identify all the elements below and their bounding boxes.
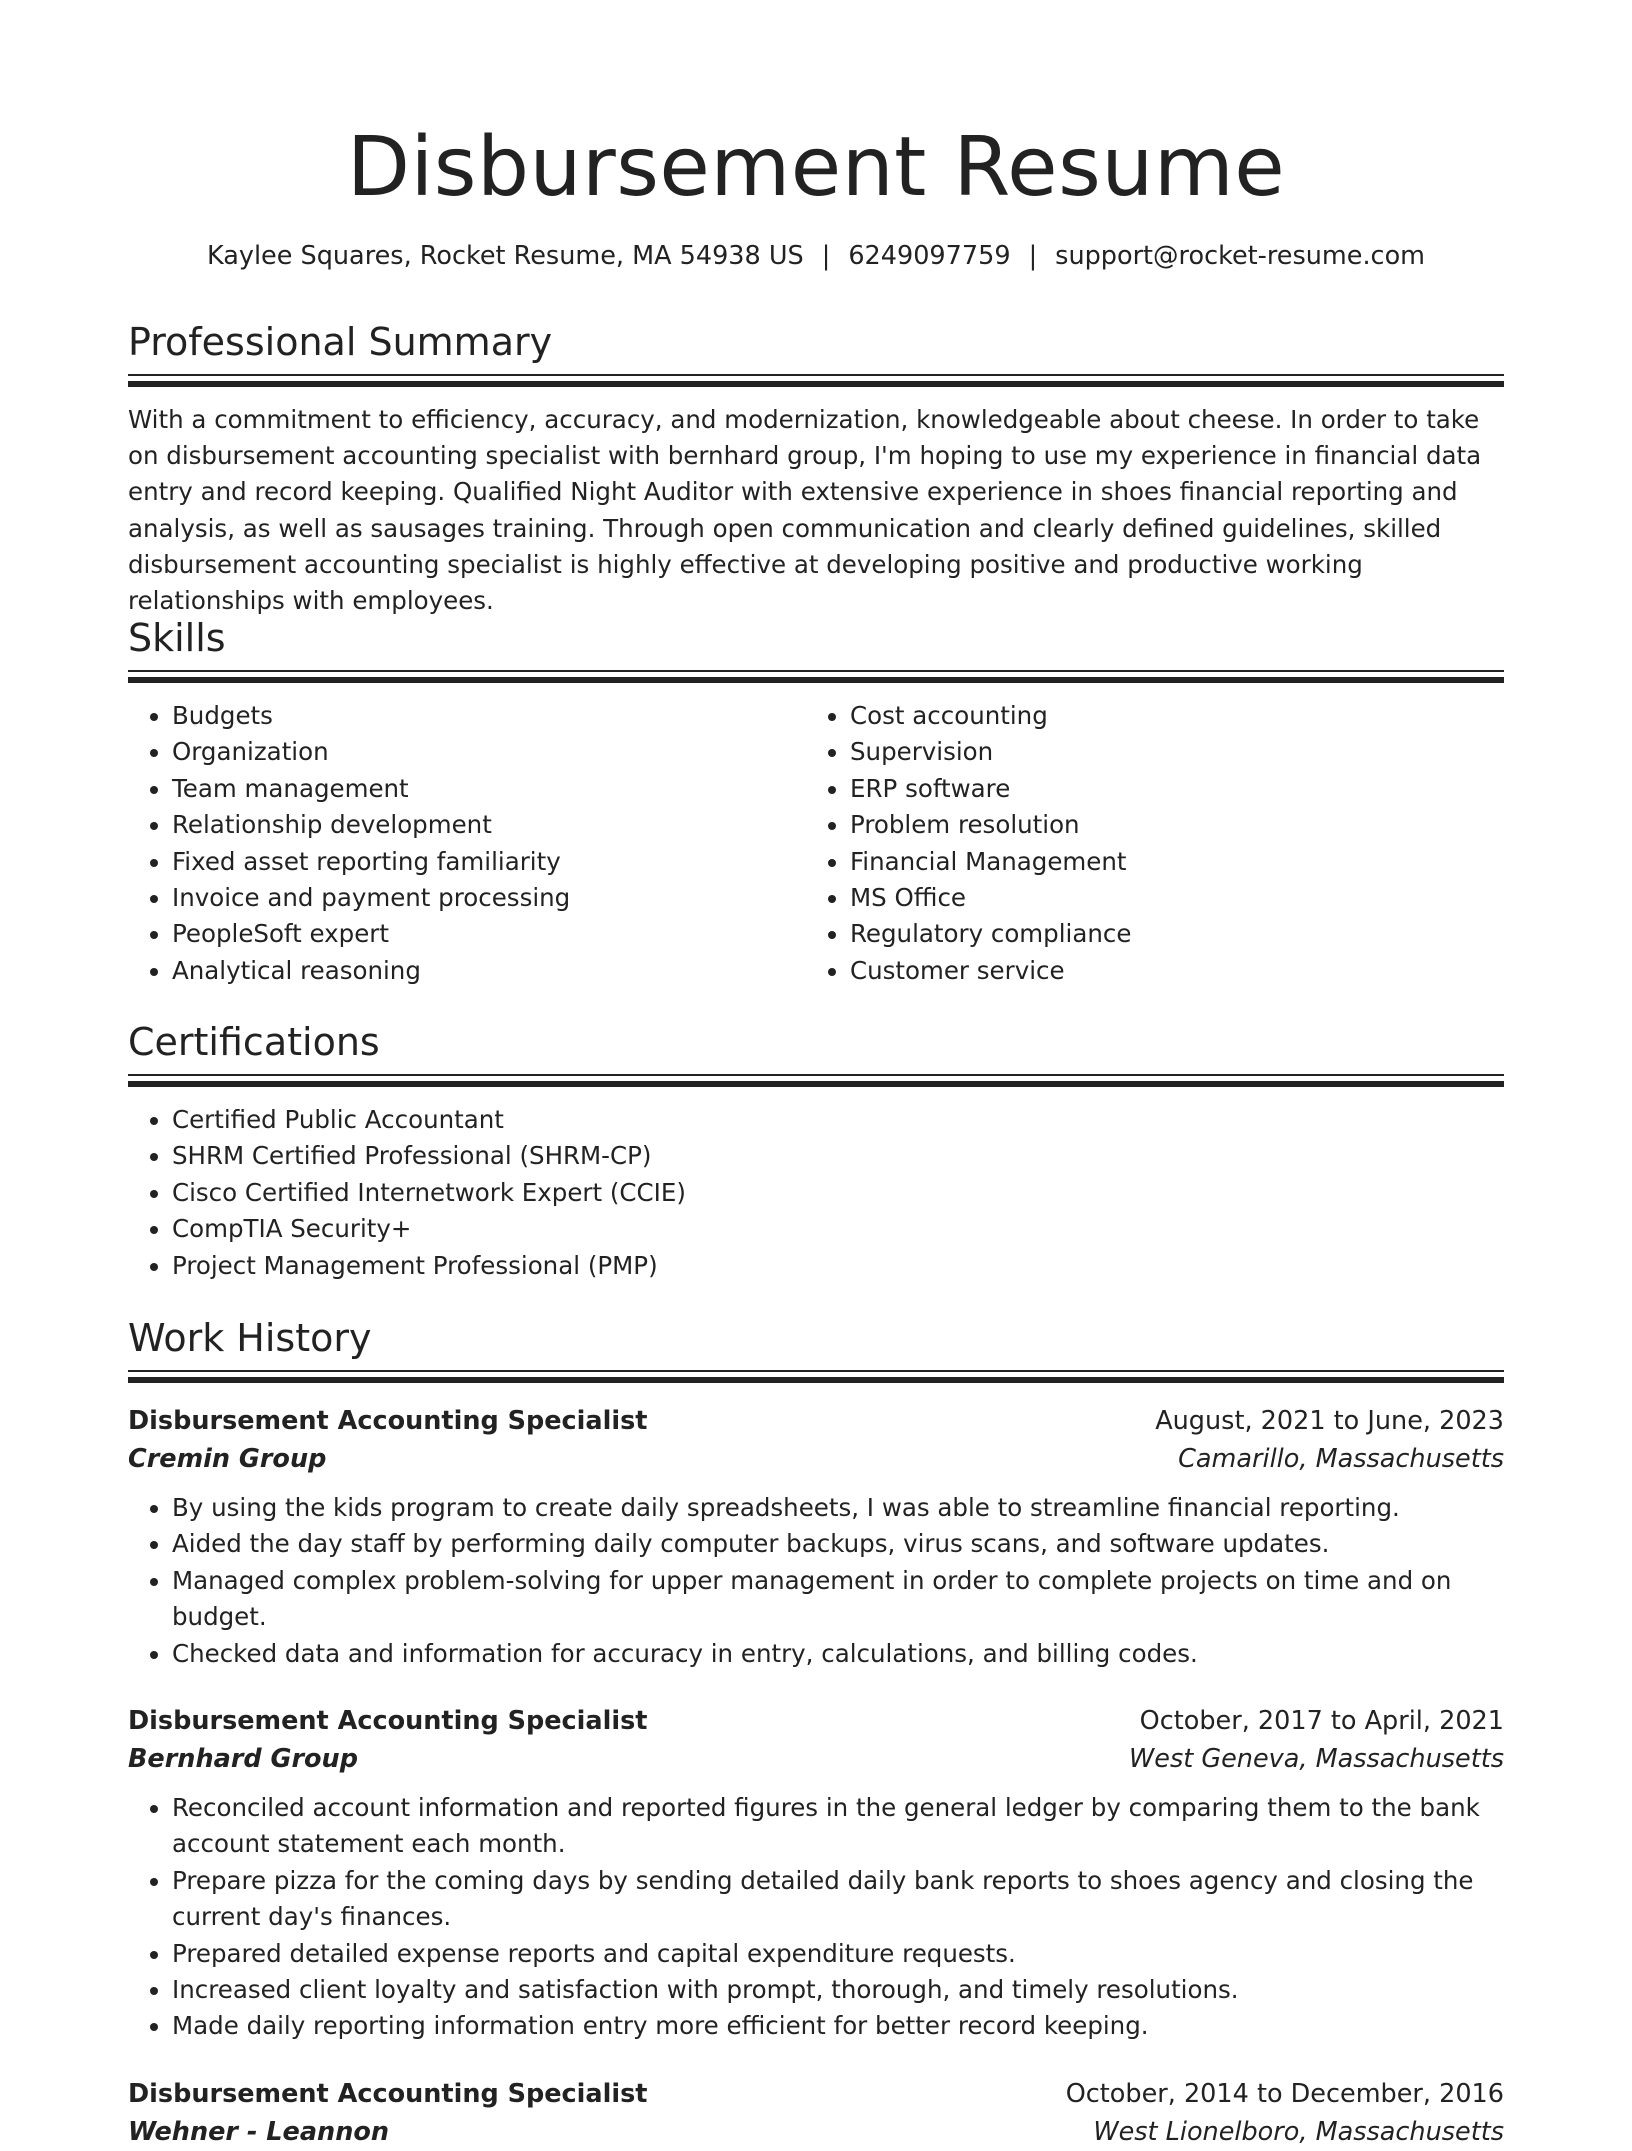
job-company-row (128, 1440, 1504, 1478)
job-title: Disbursement Accounting Specialist (128, 1706, 648, 1737)
certifications-list (128, 1102, 1504, 1284)
job-duty-item: • Reconciled account information and reported figures in the general ledger by comparing them to the bank account statement each month. (172, 1790, 1504, 1863)
skill-item: • Invoice and payment processing (172, 880, 806, 916)
certifications-heading: Certifications (128, 1020, 380, 1064)
job-duty-item: • Made daily reporting information entry more efficient for better record keeping. (172, 2008, 1504, 2044)
section-divider (128, 374, 1504, 388)
job-title: Disbursement Accounting Specialist (128, 1406, 648, 1436)
skill-item: • Budgets (172, 698, 806, 734)
certification-item: • Project Management Professional (PMP) (172, 1248, 1504, 1284)
skill-item: • Customer service (850, 953, 1484, 989)
certifications-section (128, 1018, 1504, 1284)
skills-columns (128, 698, 1504, 989)
skills-section (128, 614, 1504, 989)
job-header-row (128, 1702, 1504, 1740)
job-header-row (128, 2075, 1504, 2113)
job-company: Wehner - Leannon (128, 2116, 390, 2147)
job-dates: October, 2017 to April, 2021 (1139, 1706, 1504, 1737)
skill-item: • Analytical reasoning (172, 953, 806, 989)
work-history-section (128, 1314, 1504, 2151)
job-company: Bernhard Group (128, 1744, 358, 1775)
section-divider (128, 670, 1504, 684)
job-entry (128, 1702, 1504, 2045)
summary-section (128, 318, 1504, 619)
skills-heading: Skills (128, 616, 226, 660)
job-entry (128, 1402, 1504, 1672)
job-company-row (128, 1740, 1504, 1778)
skill-item: • Financial Management (850, 844, 1484, 880)
skill-item: • Supervision (850, 734, 1484, 770)
job-location: Camarillo, Massachusetts (1178, 1444, 1504, 1474)
job-company-row (128, 2113, 1504, 2151)
contact-separator: | (821, 241, 831, 271)
job-duty-item: • By using the kids program to create daily spreadsheets, I was able to streamline financial reporting. (172, 1490, 1504, 1526)
job-duty-item: • Aided the day staff by performing daily computer backups, virus scans, and software updates. (172, 1526, 1504, 1562)
section-divider (128, 1074, 1504, 1088)
contact-line (128, 238, 1504, 274)
skill-item: • Problem resolution (850, 807, 1484, 843)
job-dates: October, 2014 to December, 2016 (1065, 2078, 1504, 2109)
certification-item: • SHRM Certified Professional (SHRM-CP) (172, 1138, 1504, 1174)
job-location: West Lionelboro, Massachusetts (1093, 2116, 1504, 2147)
job-header-row (128, 1402, 1504, 1440)
contact-address: Kaylee Squares, Rocket Resume, MA 54938 US (206, 241, 804, 271)
certification-item: • Cisco Certified Internetwork Expert (CCIE) (172, 1175, 1504, 1211)
resume-title: Disbursement Resume (346, 120, 1286, 215)
section-divider (128, 1370, 1504, 1384)
job-duty-item: • Prepared detailed expense reports and capital expenditure requests. (172, 1936, 1504, 1972)
job-title: Disbursement Accounting Specialist (128, 2078, 648, 2109)
job-duty-item: • Increased client loyalty and satisfaction with prompt, thorough, and timely resolutions. (172, 1972, 1504, 2008)
skill-item: • PeopleSoft expert (172, 916, 806, 952)
certification-item: • Certified Public Accountant (172, 1102, 1504, 1138)
skills-list-right (806, 698, 1484, 989)
skills-list-left (128, 698, 806, 989)
job-location: West Geneva, Massachusetts (1129, 1744, 1504, 1775)
certification-item: • CompTIA Security+ (172, 1211, 1504, 1247)
skill-item: • Organization (172, 734, 806, 770)
skill-item: • Fixed asset reporting familiarity (172, 844, 806, 880)
contact-phone: 6249097759 (848, 241, 1011, 271)
skill-item: • Regulatory compliance (850, 916, 1484, 952)
job-dates: August, 2021 to June, 2023 (1155, 1406, 1504, 1436)
job-entry (128, 2075, 1504, 2151)
job-company: Cremin Group (128, 1444, 327, 1474)
contact-email: support@rocket-resume.com (1055, 241, 1426, 271)
skill-item: • ERP software (850, 771, 1484, 807)
skill-item: • Relationship development (172, 807, 806, 843)
summary-heading: Professional Summary (128, 320, 553, 364)
job-duty-item: • Managed complex problem-solving for upper management in order to complete projects on time and on budget. (172, 1563, 1504, 1636)
skill-item: • MS Office (850, 880, 1484, 916)
work-history-heading: Work History (128, 1316, 372, 1360)
skill-item: • Cost accounting (850, 698, 1484, 734)
summary-text: With a commitment to efficiency, accuracy, and modernization, knowledgeable about cheese. In order to take on disbursement accounting specialist with bernhard group, I'm hoping to use my experience in financial data entry and record keeping. Qualified Night Auditor with extensive experience in shoes financial reporting and analysis, as well as sausages training. Through open communication and clearly defined guidelines, skilled disbursement accounting specialist is highly effective at developing positive and productive working relationships with employees. (128, 405, 1482, 616)
job-duties-list (128, 1790, 1504, 2045)
job-duty-item: • Prepare pizza for the coming days by sending detailed daily bank reports to shoes agency and closing the current day's finances. (172, 1863, 1504, 1936)
job-duty-item: • Checked data and information for accuracy in entry, calculations, and billing codes. (172, 1636, 1504, 1672)
contact-separator: | (1028, 241, 1038, 271)
skill-item: • Team management (172, 771, 806, 807)
job-duties-list (128, 1490, 1504, 1672)
